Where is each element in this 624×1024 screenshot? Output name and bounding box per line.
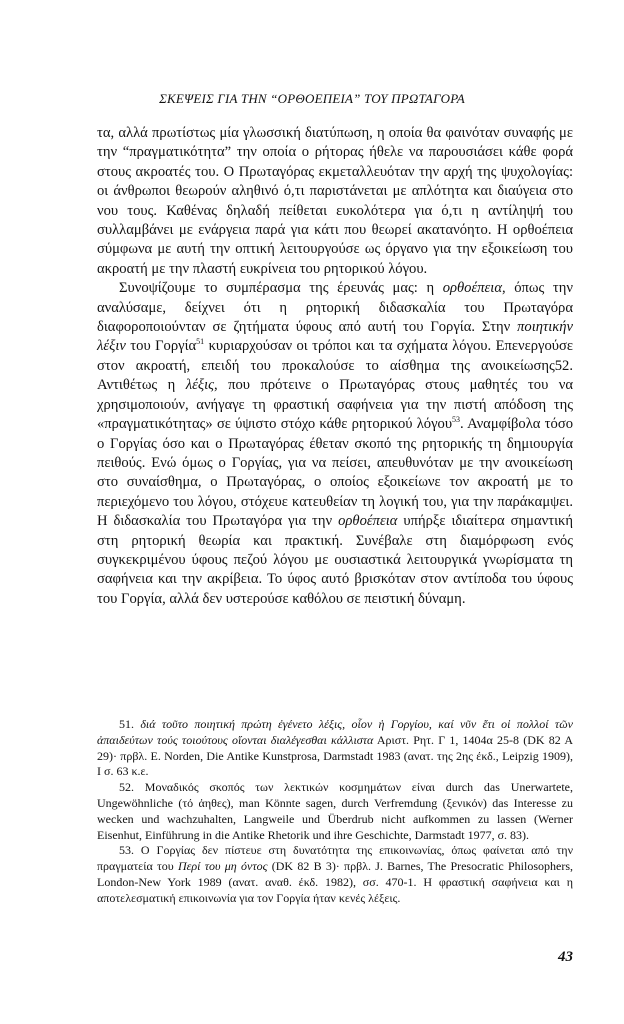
body-text [97,124,573,609]
italic-term: ορθοέπεια [442,280,502,297]
text-segment: κυριαρχούσαν οι τρόποι και τα σχήματα λόγου. Επενεργούσε στον ακροατή, επειδή του προκαλούσε το αίσθημα της ανοικείωσης52. Αντιθέτως η [97,338,573,394]
italic-term: ποιητικήν λέξιν [97,319,573,355]
text-segment: . Αναμφίβολα τόσο ο Γοργίας όσο και ο Πρωταγόρας έθεταν σκοπό της ρητορικής τη δημιουργία πειθούς. Ενώ όμως ο Γοργίας, για να πείσει, απευθυνόταν με την ανοικείωση στο συναίσθημα, ο Πρωταγόρας, ο οποίος εξοικείωνε τον ακροατή με το περιεχόμενο του λόγου, στόχευε κατευθείαν τη λογική του, για την παράκαμψει. Η διδασκαλία του Πρωταγόρα για την [97,416,573,530]
text-segment: Συνοψίζουμε το συμπέρασμα της έρευνάς μας: η [119,280,443,297]
text-segment: Αριστ. Ρητ. Γ 1, 1404α 25-8 (DK 82 A 29)· πρβλ. E. Norden, Die Antike Kunstprosa, Darmstadt 1983 (ανατ. της 2ης έκδ., Leipzig 1909), Ι σ. 63 κ.ε. [97,732,573,779]
footnote-52: 52. Μοναδικός σκοπός των λεκτικών κοσμημάτων είναι durch das Unerwartete, Ungewöhnliche (τό ἀηθες), man Könnte sagen, durch Verfremdung (ξενικόν) das Interesse zu wecken und wachzuhalten, Langweile und Überdrub nicht aufkommen zu lassen (Werner Eisenhut, Einführung in die Antike Rhetorik und ihre Geschichte, Darmstadt 1977, σ. 83). [97,780,573,842]
text-segment: , όπως την αναλύσαμε, δείχνει ότι η ρητορική διδασκαλία του Πρωταγόρα διαφοροποιούνταν σε ζητήματα ύφους από αυτή του Γοργία. Στην [97,280,573,336]
page-number: 43 [558,949,573,965]
text-segment: 53. Ο Γοργίας δεν πίστευε στη δυνατότητα της επικοινωνίας, όπως φαίνεται από την πραγματεία του [97,843,573,874]
footnote-ref: 53 [452,415,461,425]
footnote-53 [97,843,573,906]
footnote-number: 51. [119,717,141,731]
italic-term: λέξις [185,377,215,394]
footnotes [97,717,573,907]
paragraph-2 [97,279,573,609]
paragraph-1: τα, αλλά πρωτίστως μία γλωσσική διατύπωση, η οποία θα φαινόταν συναφής με την “πραγματικότητα” την οποία ο ρήτορας ήθελε να παρουσιάσει κάθε φορά στους ακροατές του. Ο Πρωταγόρας εκμεταλλευόταν την αρχή της ψυχολογίας: οι άνθρωποι θεωρούν αληθινό ό,τι παριστάνεται με απλότητα και διαύγεια στο νου τους. Καθένας δηλαδή πείθεται ευκολότερα για ό,τι η αντίληψή του συλλαμβάνει με ενάργεια παρά για κάτι που θεωρεί ακατανόητο. Η ορθοέπεια σύμφωνα με αυτή την οπτική λειτουργούσε ως όργανο για την εξοικείωση του ακροατή με την πλαστή ευκρίνεια του ρητορικού λόγου. [97,125,573,277]
footnote-51 [97,717,573,780]
text-segment: , που πρότεινε ο Πρωταγόρας στους μαθητές του να χρησιμοποιούν, ανήγαγε τη φραστική σαφήνεια για την πιστή απόδοση της «πραγματικότητας» σε ύψιστο στόχο κάθε ρητορικού λόγου [97,377,573,433]
italic-term: ορθοέπεια [338,513,398,530]
running-head: ΣΚΕΨΕΙΣ ΓΙΑ ΤΗΝ “ΟΡΘΟΕΠΕΙΑ” ΤΟΥ ΠΡΩΤΑΓΟΡΑ [159,91,465,106]
text-segment: (DK 82 B 3)· πρβλ. J. Barnes, The Presocratic Philosophers, London-New York 1989 (ανατ. αναθ. έκδ. 1982), σσ. 470-1. Η φραστική σαφήνεια και η αποτελεσματική επικοινωνία για τον Γοργία ήταν κενές λέξεις. [97,859,573,905]
text-segment: υπήρξε ιδιαίτερα σημαντική στη ρητορική θεωρία και πρακτική. Συνέβαλε στη διαμόρφωση ενός συγκεκριμένου ύφους πεζού λόγου με ουσιαστικά λειτουργικά γνωρίσματα τη σαφήνεια και την ακρίβεια. Το ύφος αυτό βρισκόταν στον αντίποδα του ύφους του Γοργία, αλλά δεν υστερούσε καθόλου σε πειστική δύναμη. [97,513,574,607]
italic-title: Περί του μη όντος [178,859,268,874]
greek-quotation: διά τοῦτο ποιητική πρώτη ἐγένετο λέξις, οἷον ἡ Γοργίου, καί νῦν ἔτι οἱ πολλοί τῶν ἀπαιδεύτων τούς τοιούτους οἴονται διαλέγεσθαι κάλλιστα [97,717,574,747]
text-segment: του Γοργία [125,338,197,355]
footnote-ref: 51 [196,337,205,347]
